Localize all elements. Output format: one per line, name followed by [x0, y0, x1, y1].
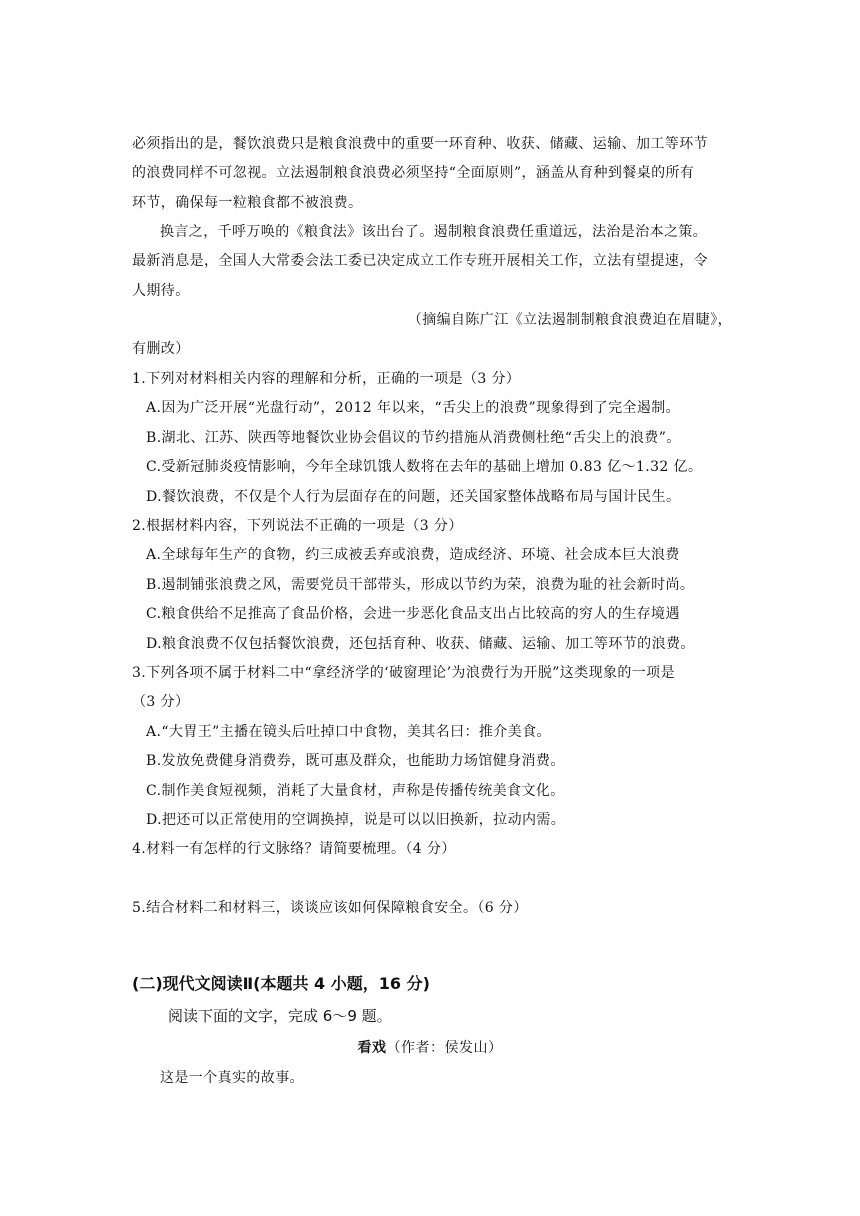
passage-line: 最新消息是，全国人大常委会法工委已决定成立工作专班开展相关工作，立法有望提速，令 — [132, 253, 708, 269]
question-option: C.制作美食短视频，消耗了大量食材，声称是传播传统美食文化。 — [146, 783, 565, 799]
question-option: A.全球每年生产的食物，约三成被丢弃或浪费，造成经济、环境、社会成本巨大浪费 — [146, 547, 680, 563]
question-stem-cont: （3 分） — [132, 694, 190, 710]
section-instruction: 阅读下面的文字，完成 6～9 题。 — [168, 1007, 392, 1025]
story-first-line: 这是一个真实的故事。 — [160, 1070, 304, 1086]
passage-line: 的浪费同样不可忽视。立法遏制粮食浪费必须坚持“全面原则”，涵盖从育种到餐桌的所有 — [132, 165, 695, 181]
question-stem: 2.根据材料内容，下列说法不正确的一项是（3 分） — [132, 518, 463, 534]
question-option: C.粮食供给不足推高了食品价格，会进一步恶化食品支出占比较高的穷人的生存境遇 — [146, 606, 680, 622]
passage-line: 换言之，千呼万唤的《粮食法》该出台了。遏制粮食浪费任重道远，法治是治本之策。 — [160, 224, 708, 240]
question-stem: 4.材料一有怎样的行文脉络？请简要梳理。（4 分） — [132, 841, 456, 857]
question-option: B.发放免费健身消费券，既可惠及群众，也能助力场馆健身消费。 — [146, 753, 565, 769]
question-option: D.餐饮浪费，不仅是个人行为层面存在的问题，还关国家整体战略布局与国计民生。 — [146, 489, 681, 505]
source-citation: （摘编自陈广江《立法遏制制粮食浪费迫在眉睫》， — [407, 312, 732, 328]
question-option: D.粮食浪费不仅包括餐饮浪费，还包括育种、收获、储藏、运输、加工等环节的浪费。 — [146, 636, 695, 652]
story-author: （作者：侯发山） — [386, 1040, 503, 1056]
section-heading: (二)现代文阅读Ⅱ(本题共 4 小题，16 分) — [132, 974, 430, 993]
passage-line: 人期待。 — [132, 283, 190, 299]
story-title-line — [0, 1039, 860, 1057]
question-stem: 1.下列对材料相关内容的理解和分析，正确的一项是（3 分） — [132, 371, 521, 387]
story-title: 看戏 — [357, 1040, 387, 1056]
question-option: D.把还可以正常使用的空调换掉，说是可以以旧换新，拉动内需。 — [146, 812, 566, 828]
passage-line: 必须指出的是，餐饮浪费只是粮食浪费中的重要一环育种、收获、储藏、运输、加工等环节 — [132, 136, 708, 152]
question-stem: 3.下列各项不属于材料二中“拿经济学的‘破窗理论’为浪费行为开脱”这类现象的一项是 — [132, 665, 675, 681]
question-option: A.“大胃王”主播在镜头后吐掉口中食物，美其名曰：推介美食。 — [146, 724, 551, 740]
question-option: B.湖北、江苏、陕西等地餐饮业协会倡议的节约措施从消费侧杜绝“舌尖上的浪费”。 — [146, 430, 681, 446]
passage-line: 环节，确保每一粒粮食都不被浪费。 — [132, 195, 363, 211]
question-stem: 5.结合材料二和材料三，谈谈应该如何保障粮食安全。（6 分） — [132, 900, 528, 916]
question-option: C.受新冠肺炎疫情影响，今年全球饥饿人数将在去年的基础上增加 0.83 亿～1.32 亿。 — [146, 459, 703, 475]
question-option: A.因为广泛开展“光盘行动”，2012 年以来，“舌尖上的浪费”现象得到了完全遏制。 — [146, 400, 681, 416]
question-option: B.遏制铺张浪费之风，需要党员干部带头，形成以节约为荣，浪费为耻的社会新时尚。 — [146, 577, 695, 593]
source-citation-cont: 有删改） — [132, 341, 190, 357]
